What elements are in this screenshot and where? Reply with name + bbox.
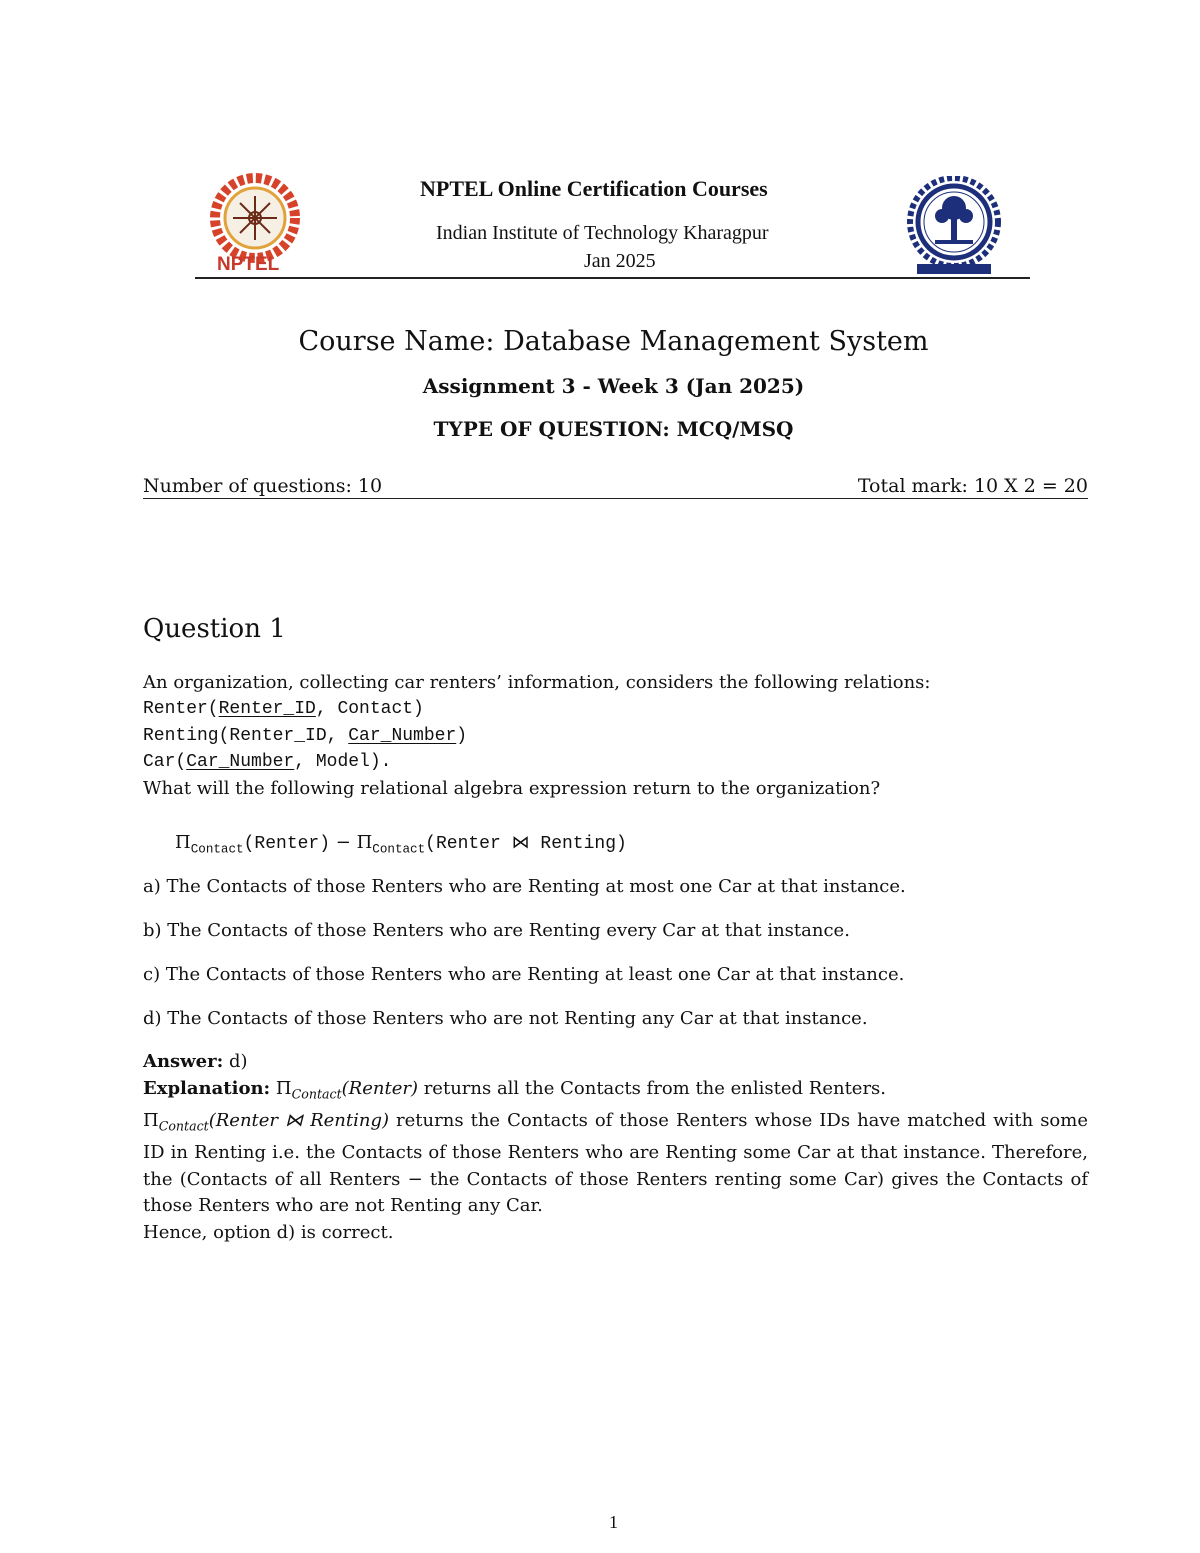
minus-operator: −	[330, 832, 357, 853]
expl-sub-2: Contact	[158, 1118, 209, 1134]
relation-renter-key: Renter_ID	[218, 699, 316, 719]
nptel-logo	[205, 172, 305, 280]
relational-expression	[175, 832, 627, 857]
question-intro: An organization, collecting car renters’ information, considers the following relations:	[143, 672, 931, 693]
total-mark: Total mark: 10 X 2 = 20	[857, 475, 1088, 497]
expr-right-arg: (Renter ⋈ Renting)	[425, 834, 627, 854]
iit-kharagpur-seal	[905, 176, 1003, 276]
pi-symbol-2: Π	[356, 832, 373, 853]
header-rule	[195, 277, 1030, 279]
explanation-p1: returns all the Contacts from the enlisted Renters.	[417, 1078, 887, 1099]
expl-expr2-arg: (Renter ⋈ Renting)	[208, 1110, 390, 1132]
relation-renter-rest: , Contact)	[315, 699, 424, 719]
relation-car-name: Car(	[143, 752, 187, 772]
nptel-logo-text: NPTEL	[217, 254, 280, 275]
meta-rule	[143, 498, 1088, 499]
assignment-title: Assignment 3 - Week 3 (Jan 2025)	[422, 374, 805, 398]
relation-car-key: Car_Number	[186, 752, 295, 772]
question-prompt: What will the following relational algebra expression return to the organization?	[143, 778, 881, 799]
explanation-label: Explanation:	[143, 1078, 271, 1099]
relation-car-rest: , Model).	[294, 752, 392, 772]
course-name: Course Name: Database Management System	[298, 326, 929, 357]
expl-expr1-arg: (Renter)	[341, 1078, 418, 1099]
option-d[interactable]	[143, 1008, 868, 1029]
option-text: The Contacts of those Renters who are Renting at most one Car at that instance.	[166, 876, 906, 897]
pi-symbol: Π	[175, 832, 191, 853]
option-a[interactable]	[143, 876, 906, 897]
option-letter: c)	[143, 964, 161, 985]
answer-value: d)	[223, 1051, 248, 1072]
number-of-questions: Number of questions: 10	[143, 475, 383, 497]
option-text: The Contacts of those Renters who are not Renting any Car at that instance.	[167, 1008, 868, 1029]
projection-subscript: Contact	[190, 842, 244, 857]
relation-renting-rest: )	[456, 726, 468, 746]
expr-left-arg: (Renter)	[243, 834, 331, 854]
header-title: NPTEL Online Certification Courses	[420, 176, 768, 201]
option-c[interactable]	[143, 964, 904, 985]
option-letter: d)	[143, 1008, 162, 1029]
relation-renting-name: Renting(Renter_ID,	[143, 726, 349, 746]
explanation-line-2	[143, 1108, 1088, 1220]
relation-renter-name: Renter(	[143, 699, 219, 719]
explanation	[143, 1076, 1088, 1246]
header-institute: Indian Institute of Technology Kharagpur	[436, 222, 769, 244]
explanation-line-1	[143, 1076, 1088, 1108]
question-type: TYPE OF QUESTION: MCQ/MSQ	[433, 417, 794, 441]
expl-pi-2: Π	[143, 1110, 159, 1132]
answer-label: Answer:	[143, 1051, 224, 1072]
explanation-conclusion: Hence, option d) is correct.	[143, 1221, 394, 1243]
answer	[143, 1051, 248, 1072]
relation-car	[143, 752, 391, 772]
expl-pi: Π	[275, 1078, 292, 1099]
expl-sub: Contact	[291, 1086, 342, 1102]
header-date: Jan 2025	[584, 250, 656, 272]
option-letter: b)	[143, 920, 162, 941]
option-letter: a)	[143, 876, 161, 897]
relation-renting	[143, 726, 467, 746]
relation-renting-key: Car_Number	[348, 726, 457, 746]
projection-subscript-2: Contact	[372, 842, 426, 857]
option-b[interactable]	[143, 920, 850, 941]
option-text: The Contacts of those Renters who are Renting at least one Car at that instance.	[165, 964, 905, 985]
option-text: The Contacts of those Renters who are Renting every Car at that instance.	[167, 920, 850, 941]
explanation-p2: returns the Contacts of those Renters whose IDs have matched with some ID in Renting i.e. the Contacts of those Renters who are Renting some Car at that instance. Therefore, the (Contacts of all Renters − the Contacts of those Renters renting some Car) gives the Contacts of those Renters who are not Renting any Car.	[143, 1110, 1088, 1217]
question-heading: Question 1	[143, 614, 286, 644]
relation-renter	[143, 699, 424, 719]
page-number: 1	[609, 1512, 618, 1532]
